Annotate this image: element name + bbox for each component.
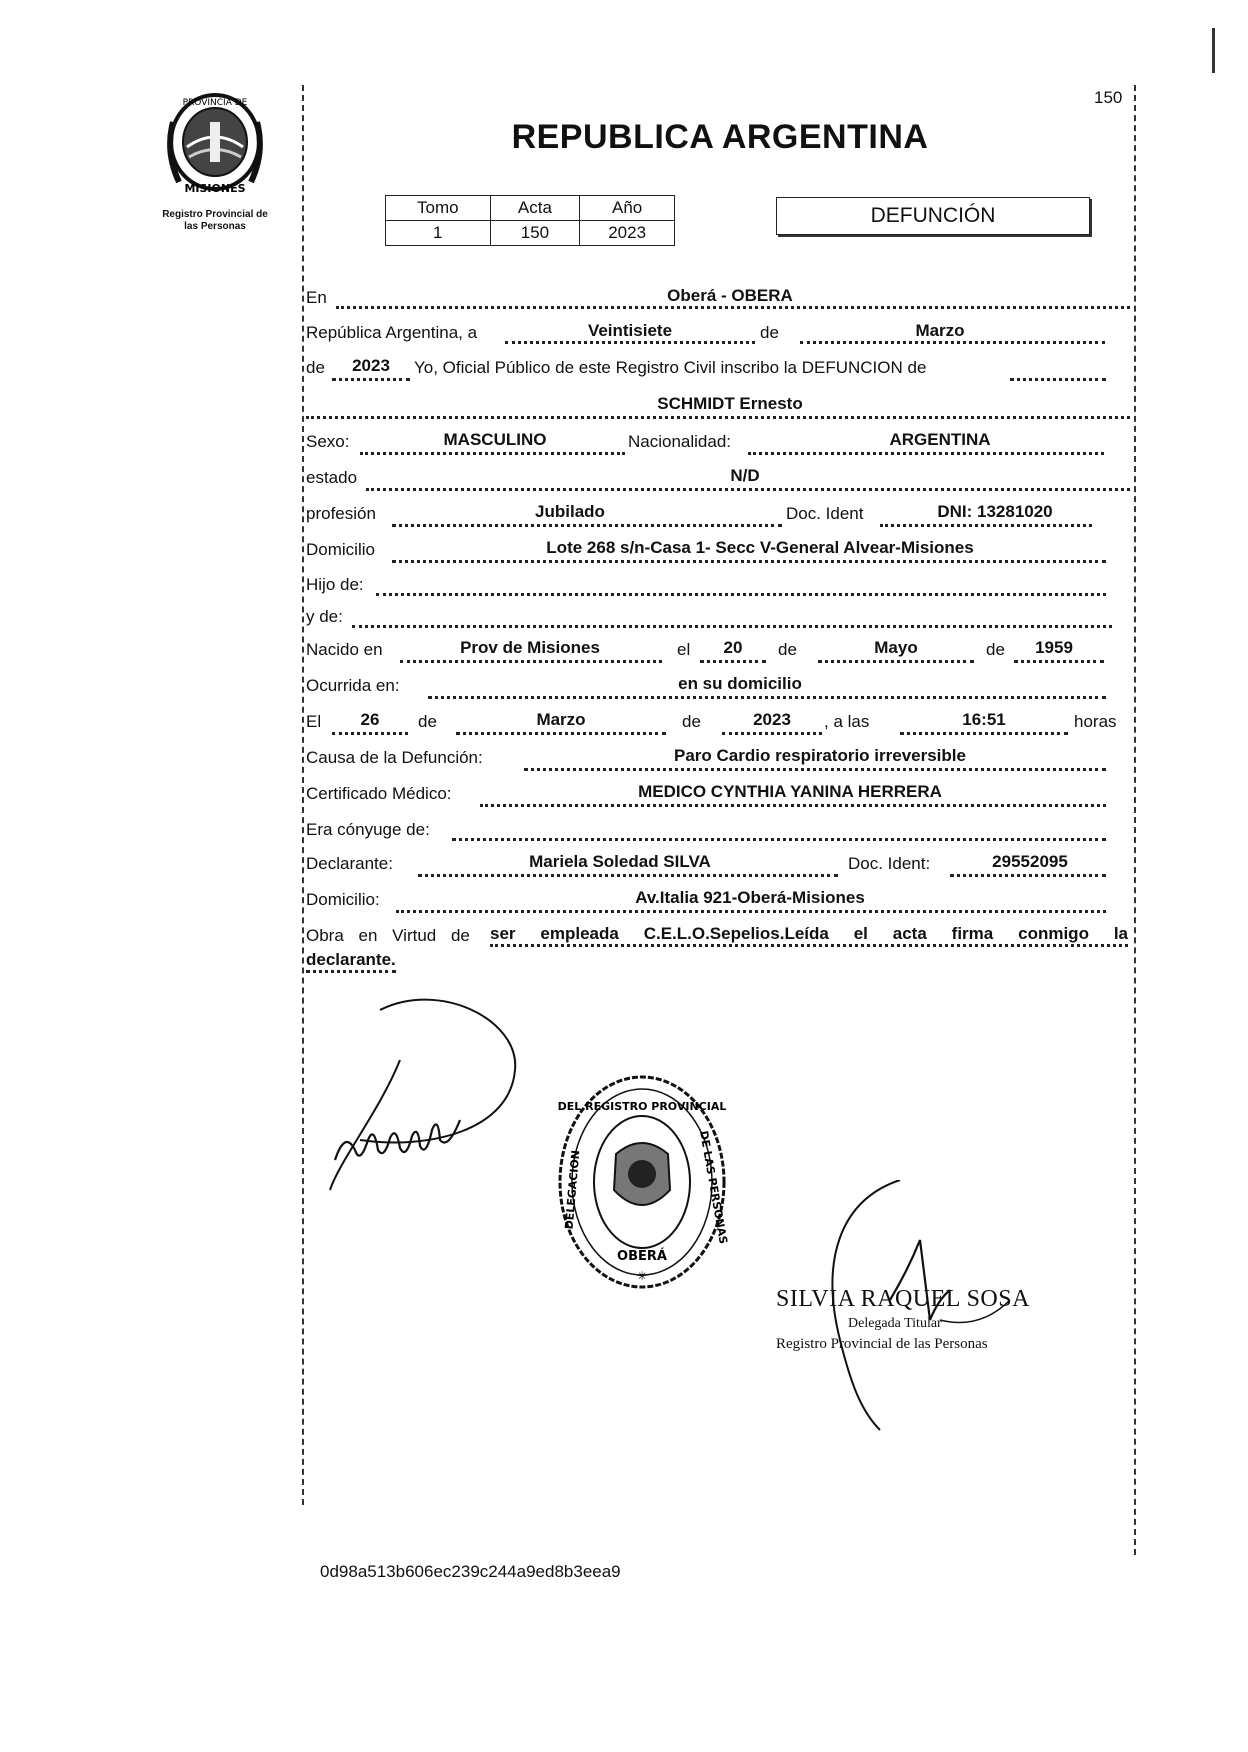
document-hash: 0d98a513b606ec239c244a9ed8b3eea9 [320,1562,621,1581]
value-documento: DNI: 13281020 [937,502,1053,521]
value-nacido-en: Prov de Misiones [460,638,600,657]
field-line [748,452,1104,455]
emblem-text-bottom: MISIONES [184,182,246,195]
field-line [376,593,1106,596]
value-anio: 2023 [352,356,390,375]
scan-mark [1212,28,1215,73]
registry-value-anio: 2023 [580,221,675,246]
province-emblem [165,92,265,198]
value-sexo: MASCULINO [443,430,547,449]
registry-value-acta: 150 [490,221,580,246]
right-margin-line [1134,85,1136,1555]
field-line [418,874,838,877]
value-def-mes: Marzo [536,710,586,729]
field-line [524,768,1106,771]
value-domicilio: Lote 268 s/n-Casa 1- Secc V-General Alvear-Misiones [546,538,974,557]
label-nacionalidad: Nacionalidad: [628,432,732,451]
registry-header-acta: Acta [490,196,580,221]
label-obra-en-virtud: Obra en Virtud de [306,926,470,945]
field-line [392,560,1106,563]
act-type-box: DEFUNCIÓN [776,197,1090,235]
value-nac-mes: Mayo [874,638,918,657]
field-line [505,341,755,344]
value-profesion: Jubilado [535,502,605,521]
field-line [880,524,1092,527]
label-conyuge: Era cónyuge de: [306,820,430,839]
value-nacionalidad: ARGENTINA [889,430,991,449]
label-hijo-de: Hijo de: [306,575,364,594]
page-title: REPUBLICA ARGENTINA [511,118,929,156]
field-line [306,416,1130,419]
value-def-hora: 16:51 [962,710,1006,729]
label-doc-ident: Doc. Ident [786,504,864,523]
value-certificado: MEDICO CYNTHIA YANINA HERRERA [638,782,942,801]
field-line [332,378,410,381]
agency-name [140,209,290,233]
label-de: de [778,640,797,659]
registry-header-tomo: Tomo [386,196,491,221]
official-seal [552,1070,732,1300]
emblem-text-top: PROVINCIA DE [182,98,248,108]
field-line [700,660,766,663]
value-nac-anio: 1959 [1035,638,1073,657]
field-line [452,838,1106,841]
registry-value-tomo: 1 [386,221,491,246]
official-name: SILVIA RAQUEL SOSA [776,1286,1030,1312]
registry-table [385,195,675,246]
seal-text-right: DE LAS PERSONAS [697,1129,730,1246]
label-el-cap: El [306,712,322,731]
field-line [800,341,1105,344]
page-number: 150 [1094,88,1123,107]
value-fallecido: SCHMIDT Ernesto [657,394,803,413]
value-declarante-domicilio: Av.Italia 921-Oberá-Misiones [635,888,865,907]
field-line [900,732,1068,735]
official-agency: Registro Provincial de las Personas [776,1336,988,1352]
label-de: de [682,712,701,731]
label-de: de [760,323,779,342]
value-mes: Marzo [915,321,965,340]
field-line [456,732,666,735]
declarant-signature [320,990,530,1210]
field-line [950,874,1106,877]
registry-header-anio: Año [580,196,675,221]
value-obra-line1: ser empleada C.E.L.O.Sepelios.Leída el acta firma conmigo la [490,924,1128,947]
label-en: En [306,288,327,307]
field-line [428,696,1106,699]
label-nacido-en: Nacido en [306,640,383,659]
label-de: de [306,358,325,377]
field-line [352,625,1112,628]
field-line [722,732,822,735]
value-lugar: Oberá - OBERA [667,286,793,305]
label-declarante: Declarante: [306,854,393,873]
label-el: el [677,640,691,659]
label-domicilio: Domicilio [306,540,375,559]
label-doc-ident-declarante: Doc. Ident: [848,854,931,873]
value-ocurrida-en: en su domicilio [678,674,802,693]
seal-star: ✳ [636,1269,648,1283]
field-line [336,306,1130,309]
field-line [480,804,1106,807]
field-line [360,452,625,455]
value-def-dia: 26 [360,710,380,729]
field-line [392,524,782,527]
field-line [400,660,662,663]
field-line [818,660,974,663]
label-domicilio-declarante: Domicilio: [306,890,380,909]
value-def-anio: 2023 [753,710,791,729]
left-margin-line [302,85,304,1505]
value-nac-dia: 20 [723,638,743,657]
label-profesion: profesión [306,504,376,523]
label-yo-oficial: Yo, Oficial Público de este Registro Civil inscribo la DEFUNCION de [414,358,927,377]
value-estado: N/D [730,466,760,485]
label-ocurrida-en: Ocurrida en: [306,676,400,695]
label-republica: República Argentina, a [306,323,478,342]
field-line [1010,378,1106,381]
official-role: Delegada Titular [848,1316,942,1331]
label-y-de: y de: [306,607,343,626]
field-line [396,910,1106,913]
field-line [1014,660,1104,663]
label-horas: horas [1074,712,1117,731]
label-de: de [986,640,1005,659]
label-estado: estado [306,468,358,487]
label-de: de [418,712,437,731]
seal-text-top: DEL REGISTRO PROVINCIAL [557,1100,727,1113]
field-line [332,732,408,735]
agency-name-line1: Registro Provincial de [162,209,268,220]
seal-city: OBERÁ [617,1249,667,1264]
value-causa: Paro Cardio respiratorio irreversible [674,746,966,765]
label-a-las: , a las [824,712,870,731]
field-line [366,488,1130,491]
label-sexo: Sexo: [306,432,350,451]
value-declarante: Mariela Soledad SILVA [529,852,711,871]
value-dia: Veintisiete [587,321,673,340]
agency-name-line2: las Personas [184,221,246,232]
seal-text-left: DELEGACION [562,1149,583,1230]
label-certificado: Certificado Médico: [306,784,452,803]
label-causa: Causa de la Defunción: [306,748,483,767]
value-obra-line2: declarante. [306,950,396,973]
value-declarante-doc: 29552095 [992,852,1068,871]
